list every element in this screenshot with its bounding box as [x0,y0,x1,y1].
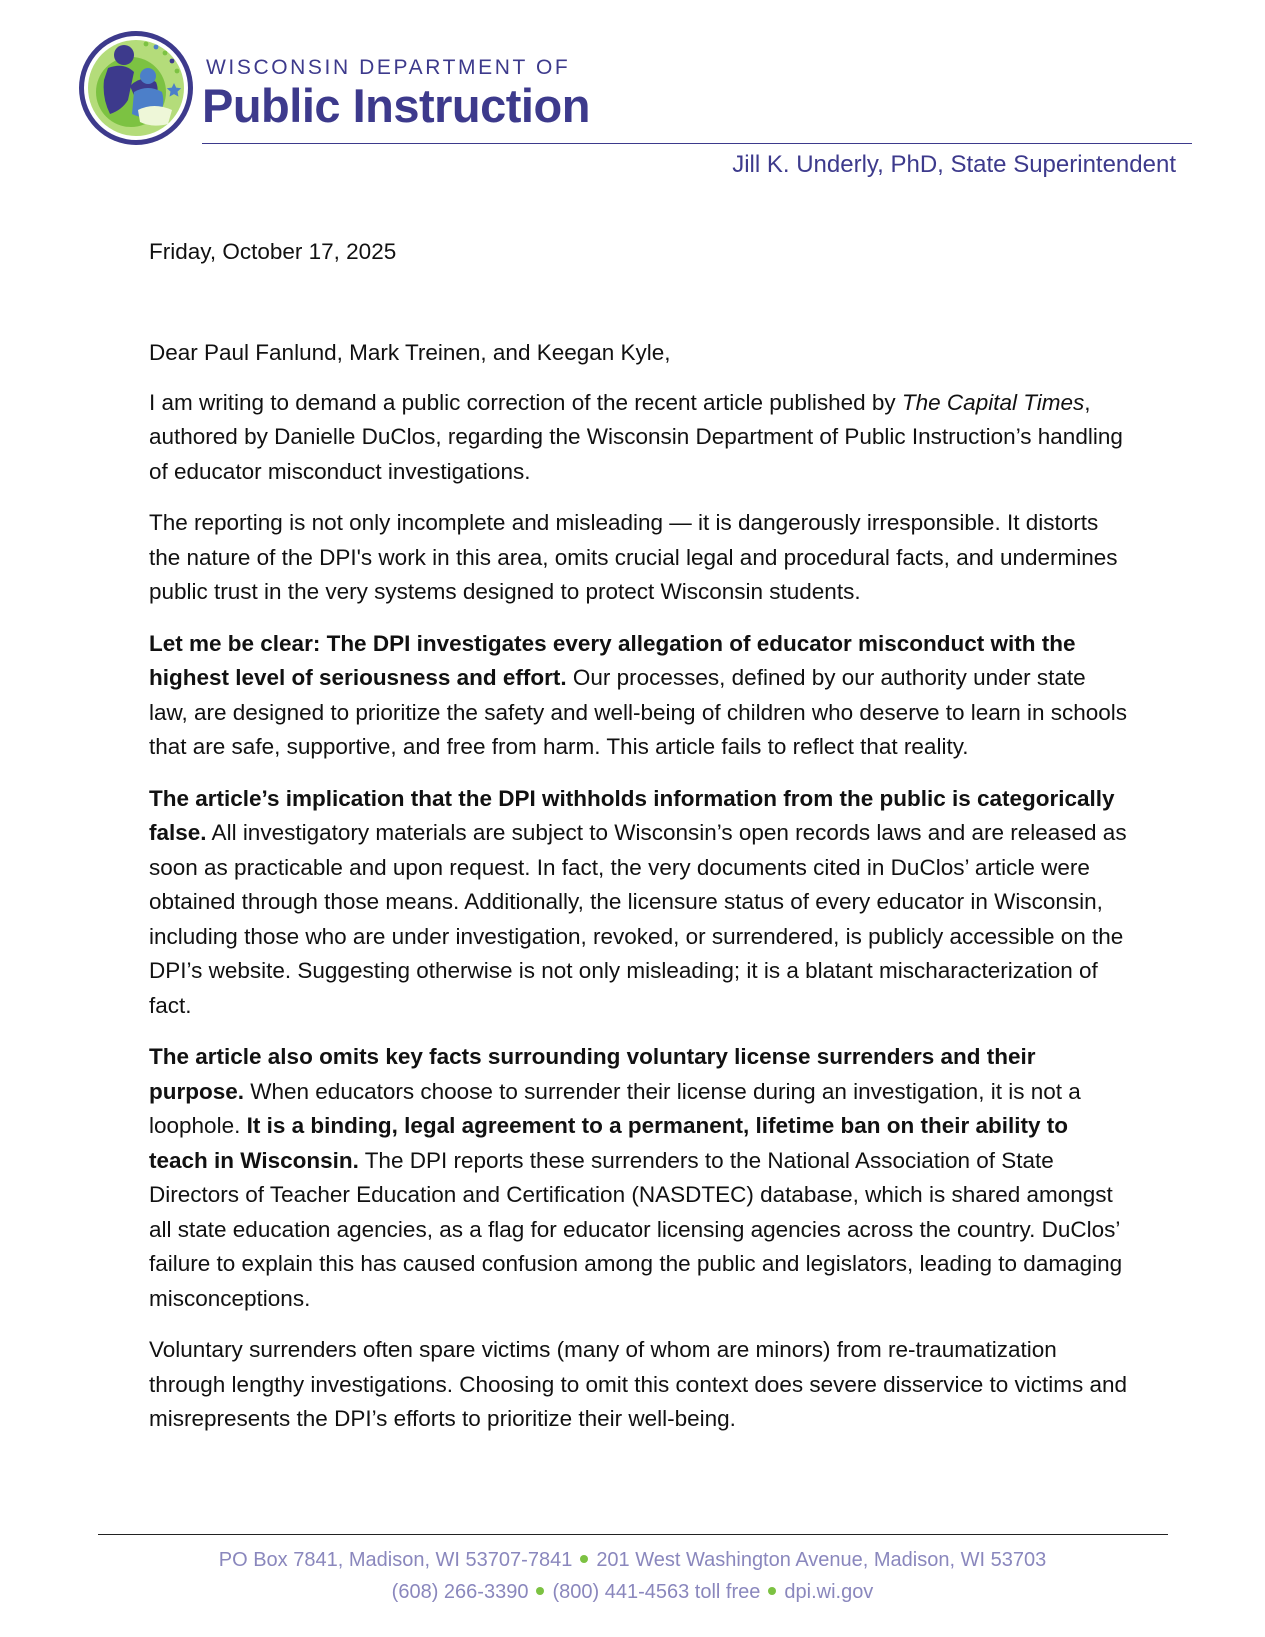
footer-street-address: 201 West Washington Avenue, Madison, WI 53703 [596,1549,1047,1571]
paragraph-4-bold: The article’s implication that the DPI withholds information from the public is categorically false. [149,785,1115,845]
agency-name-line1: WISCONSIN DEPARTMENT OF [206,56,571,79]
dpi-logo [76,28,196,148]
paragraph-1-text-a: I am writing to demand a public correction of the recent article published by [149,389,902,415]
footer-divider [98,1534,1168,1535]
paragraph-2: The reporting is not only incomplete and misleading — it is dangerously irresponsible. It distorts the nature of the DPI's work in this area, omits crucial legal and procedural facts, and undermines public trust in the very systems designed to protect Wisconsin students. [149,510,1118,604]
paragraph-5-bold-2: It is a binding, legal agreement to a permanent, lifetime ban on their ability to teach in Wisconsin. [149,1113,1068,1173]
paragraph-5 [149,1040,1129,1316]
paragraph-5-bold-1: The article also omits key facts surrounding voluntary license surrenders and their purpose. [149,1044,1036,1104]
header-divider [202,143,1192,144]
paragraph-5-text-1: When educators choose to surrender their license during an investigation, it is not a loophole. [149,1078,1081,1138]
footer-po-box: PO Box 7841, Madison, WI 53707-7841 [218,1549,573,1571]
letter-body [149,336,1129,1454]
superintendent-name: Jill K. Underly, PhD, State Superintendent [732,151,1176,178]
footer-contact-line [0,1581,1265,1604]
paragraph-4 [149,782,1129,1024]
footer-phone: (608) 266-3390 [391,1581,529,1603]
paragraph-6: Voluntary surrenders often spare victims (many of whom are minors) from re-traumatization through lengthy investigations. Choosing to omit this context does severe disservice to victims and misrepresents the DPI’s efforts to prioritize their well-being. [149,1337,1128,1431]
paragraph-5-text-2: The DPI reports these surrenders to the National Association of State Directors of Teacher Education and Certification (NASDTEC) database, which is shared amongst all state education agencies, as a flag for educator licensing agencies across the country. DuClos’ failure to explain this has caused confusion among the public and legislators, leading to damaging misconceptions. [149,1147,1123,1311]
publication-name: The Capital Times [901,389,1085,415]
footer-toll-free: (800) 441-4563 toll free [552,1581,761,1603]
salutation: Dear Paul Fanlund, Mark Treinen, and Keegan Kyle, [149,340,671,365]
paragraph-1 [149,386,1129,490]
paragraph-3 [149,627,1129,765]
bullet-dot-icon [580,1555,588,1563]
paragraph-4-text: All investigatory materials are subject to Wisconsin’s open records laws and are released as soon as practicable and upon request. In fact, the very documents cited in DuClos’ article were obtained through those means. Additionally, the licensure status of every educator in Wisconsin, including those who are under investigation, revoked, or surrendered, is publicly accessible on the DPI’s website. Suggesting otherwise is not only misleading; it is a blatant mischaracterization of fact. [149,820,1127,1018]
paragraph-3-bold: Let me be clear: The DPI investigates every allegation of educator misconduct with the highest level of seriousness and effort. [149,630,1076,690]
agency-name-line2: Public Instruction [202,79,590,132]
bullet-dot-icon [536,1587,544,1595]
paragraph-3-text: Our processes, defined by our authority under state law, are designed to prioritize the safety and well-being of children who deserve to learn in schools that are safe, supportive, and free from harm. This article fails to reflect that reality. [149,665,1128,759]
footer-website-link[interactable]: dpi.wi.gov [784,1581,874,1603]
footer-address-line [0,1549,1265,1572]
letter-date: Friday, October 17, 2025 [149,239,397,264]
paragraph-1-text-b: , authored by Danielle DuClos, regarding the Wisconsin Department of Public Instruction’s handling of educator misconduct investigations. [149,389,1123,484]
bullet-dot-icon [768,1587,776,1595]
